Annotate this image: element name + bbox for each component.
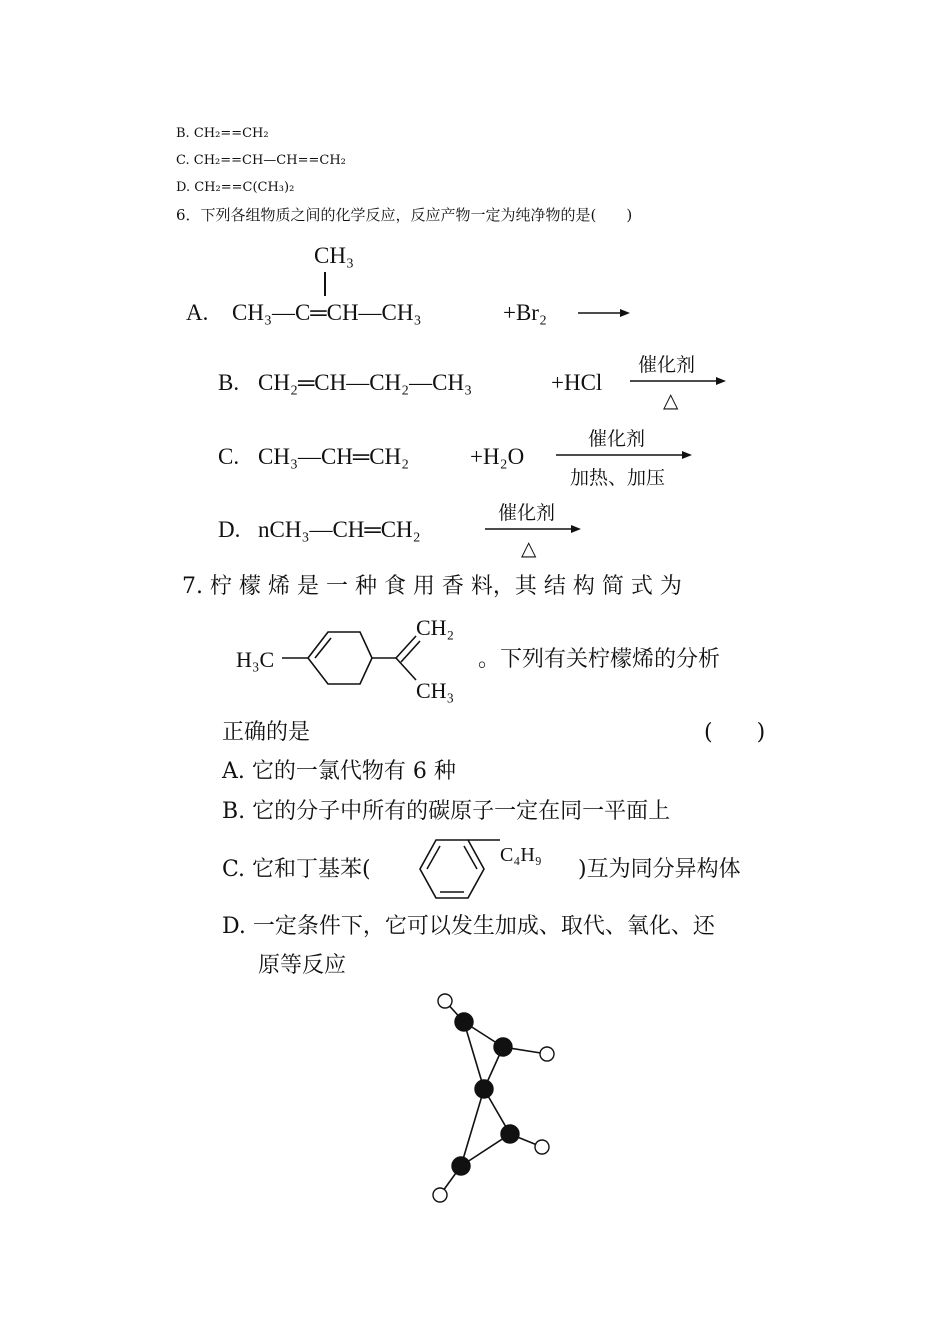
q7-option-d-line1: D. 一定条件下，它可以发生加成、取代、氧化、还 [222, 914, 715, 939]
q6-option-b-reagent: +HCl [551, 370, 603, 395]
q7-option-c-pre: C. 它和丁基苯( [222, 857, 371, 882]
q6-stem: 6．下列各组物质之间的化学反应，反应产物一定为纯净物的是( ) [176, 206, 633, 224]
q6-option-b-catalyst: 催化剂 [638, 354, 696, 376]
q5-option-c: C. CH₂==CH—CH==CH₂ [176, 153, 346, 168]
q7-structure-ch3: CH₃ [416, 678, 455, 703]
q7-option-a: A. 它的一氯代物有 6 种 [222, 759, 456, 784]
q7-limonene-ring-icon [282, 618, 422, 708]
q6-option-a-arrow-icon [578, 305, 630, 321]
q6-option-b-heat: △ [663, 388, 679, 412]
q7-option-c-post: )互为同分异构体 [578, 857, 741, 882]
q6-option-d-label: D. [218, 517, 241, 542]
q6-option-c-catalyst: 催化剂 [588, 428, 646, 450]
q6-option-c-formula: CH₃—CH═CH₂ [258, 444, 410, 469]
q7-answer-bracket: ( ) [704, 720, 766, 745]
q7-option-d-line2: 原等反应 [258, 953, 347, 978]
q7-option-c-butyl: C₄H₉ [500, 844, 542, 866]
q7-stem: 7. 柠 檬 烯 是 一 种 食 用 香 料，其 结 构 简 式 为 [182, 574, 682, 599]
q6-option-a-formula: CH₃—C═CH—CH₃ [232, 300, 422, 325]
q6-option-c-arrow-icon [556, 448, 692, 462]
q6-option-d-heat: △ [521, 536, 537, 560]
q6-option-d-arrow-icon [485, 522, 581, 536]
q5-option-d: D. CH₂==C(CH₃)₂ [176, 180, 295, 195]
q6-option-c-conditions: 加热、加压 [570, 467, 666, 489]
q6-option-a-substituent: CH₃ [314, 243, 354, 268]
q6-option-a-reagent: +Br₂ [503, 300, 547, 325]
q6-option-a-label: A. [186, 300, 209, 325]
q6-option-b-arrow-icon [630, 374, 726, 388]
q7-structure-ch2: CH₂ [416, 615, 455, 640]
q7-structure-h3c: H₃C [236, 647, 275, 672]
q6-option-d-formula: nCH₃—CH═CH₂ [258, 517, 421, 542]
q7-option-b: B. 它的分子中所有的碳原子一定在同一平面上 [222, 799, 671, 824]
q6-option-d-catalyst: 催化剂 [498, 502, 556, 524]
ball-stick-model-figure [420, 985, 570, 1215]
q5-option-b: B. CH₂==CH₂ [176, 126, 269, 141]
q7-stem-end: 正确的是 [222, 720, 311, 745]
q6-option-c-label: C. [218, 444, 240, 469]
q7-benzene-ring-icon [408, 832, 504, 906]
q6-option-b-label: B. [218, 370, 240, 395]
q7-stem-continued: 。下列有关柠檬烯的分析 [478, 647, 721, 672]
q6-option-c-reagent: +H₂O [470, 444, 525, 469]
q6-option-a-branch-bond [324, 272, 326, 296]
q6-option-b-formula: CH₂═CH—CH₂—CH₃ [258, 370, 473, 395]
